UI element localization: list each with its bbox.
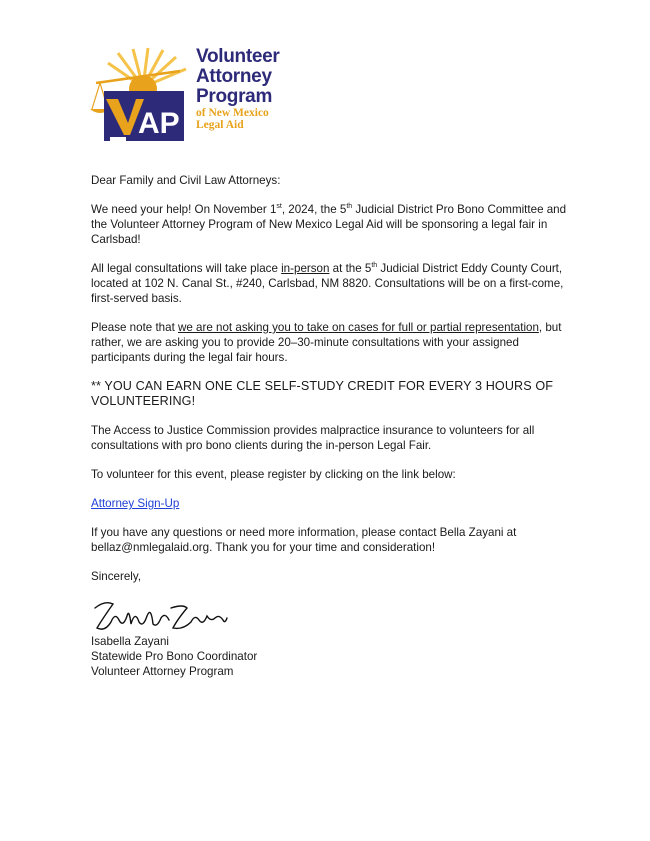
- attorney-signup-link[interactable]: Attorney Sign-Up: [91, 497, 180, 510]
- cle-credit-notice: ** YOU CAN EARN ONE CLE SELF-STUDY CREDIT FOR EVERY 3 HOURS OF VOLUNTEERING!: [91, 379, 554, 408]
- signer-org: Volunteer Attorney Program: [91, 665, 234, 678]
- paragraph-register: To volunteer for this event, please register by clicking on the link below:: [91, 468, 456, 481]
- paragraph-need-help: We need your help! On November 1st, 2024, the 5th Judicial District Pro Bono Committee and the Volunteer Attorney Program of New Mexico Legal Aid will be sponsoring a legal fair in Carlsbad!: [91, 203, 567, 246]
- paragraph-contact: If you have any questions or need more information, please contact Bella Zayani at bellaz@nmlegalaid.org. Thank you for your time and consideration!: [91, 526, 517, 554]
- paragraph-note: Please note that we are not asking you to take on cases for full or partial representation, but rather, we are asking you to provide 20–30-minute consultations with your assigned participants during the legal fair hours.: [91, 321, 562, 364]
- logo-wordmark: [196, 47, 316, 131]
- closing: Sincerely,: [91, 570, 142, 583]
- letter-body: [91, 173, 571, 679]
- paragraph-location: All legal consultations will take place in-person at the 5th Judicial District Eddy County Court, located at 102 N. Canal St., #240, Carlsbad, NM 8820. Consultations will be on a first-come, first-served basis.: [91, 262, 564, 305]
- logo-ap-text: AP: [138, 107, 180, 140]
- logo-line-legal-aid: Legal Aid: [196, 119, 244, 131]
- paragraph-insurance: The Access to Justice Commission provides malpractice insurance to volunteers for all consultations with pro bono clients during the in-person Legal Fair.: [91, 424, 535, 452]
- logo-line-attorney: Attorney: [196, 66, 272, 87]
- signer-name: Isabella Zayani: [91, 635, 169, 648]
- signer-title: Statewide Pro Bono Coordinator: [91, 650, 258, 663]
- salutation: Dear Family and Civil Law Attorneys:: [91, 174, 281, 187]
- logo-line-program: Program: [196, 86, 273, 107]
- handwritten-signature: [91, 598, 231, 634]
- logo-line-of-new-mexico: of New Mexico: [196, 107, 269, 119]
- logo-line-volunteer: Volunteer: [196, 46, 280, 67]
